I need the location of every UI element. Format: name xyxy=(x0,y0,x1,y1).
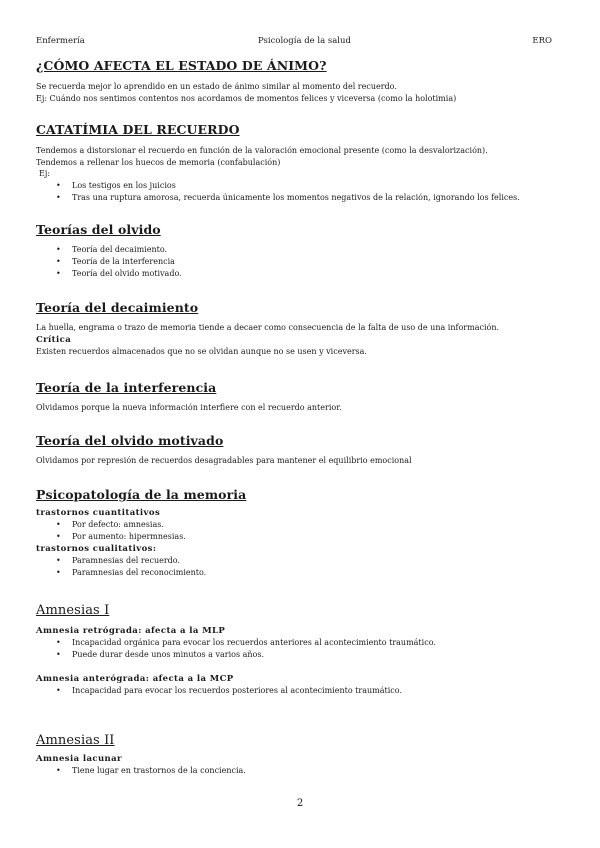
section-title: Amnesias I xyxy=(36,603,110,618)
paragraph: Olvidamos porque la nueva información interfiere con el recuerdo anterior. xyxy=(36,403,342,412)
paragraph: Tendemos a rellenar los huecos de memoria (confabulación) xyxy=(36,157,281,167)
list-item: • Por defecto: amnesias. xyxy=(36,519,564,531)
list-item: • Los testigos en los juicios xyxy=(36,180,564,192)
section-title: Teoría del olvido motivado xyxy=(36,433,224,448)
section-title: Teoría de la interferencia xyxy=(36,380,217,395)
bullet-list xyxy=(36,765,564,777)
subheading: trastornos cuantitativos xyxy=(36,508,161,518)
section-title: Teorías del olvido xyxy=(36,222,161,237)
subheading: Amnesia retrógrada: afecta a la MLP xyxy=(36,626,226,636)
section-title: ¿CÓMO AFECTA EL ESTADO DE ÁNIMO? xyxy=(36,58,327,73)
page-header xyxy=(36,36,552,48)
list-item: • Puede durar desde unos minutos a varios años. xyxy=(36,649,564,661)
section-estado-animo xyxy=(36,58,564,104)
section-catatimia xyxy=(36,122,564,204)
list-item: • Tiene lugar en trastornos de la conciencia. xyxy=(36,765,564,777)
list-item: • Por aumento: hipermnesias. xyxy=(36,531,564,543)
section-title: Teoría del decaimiento xyxy=(36,300,199,315)
paragraph: Se recuerda mejor lo aprendido en un estado de ánimo similar al momento del recuerdo. xyxy=(36,82,397,91)
list-item: • Teoría del decaimiento. xyxy=(36,244,564,256)
bullet-list xyxy=(36,685,564,697)
list-item: • Incapacidad para evocar los recuerdos posteriores al acontecimiento traumático. xyxy=(36,685,564,697)
header-course: Psicología de la salud xyxy=(258,36,351,46)
section-title: Amnesias II xyxy=(36,733,115,748)
paragraph: Ej: Cuándo nos sentimos contentos nos acordamos de momentos felices y viceversa (como la holotimia) xyxy=(36,93,457,103)
section-olvido-motivado xyxy=(36,433,564,467)
list-item: • Incapacidad orgánica para evocar los recuerdos anteriores al acontecimiento traumático. xyxy=(36,637,564,649)
section-title: CATATÍMIA DEL RECUERDO xyxy=(36,122,240,137)
page-number: 2 xyxy=(296,798,304,809)
section-interferencia xyxy=(36,380,564,414)
subheading: Crítica xyxy=(36,334,72,345)
bullet-list xyxy=(36,519,564,543)
list-item: • Teoría del olvido motivado. xyxy=(36,268,564,280)
list-item: • Teoría de la interferencia xyxy=(36,256,564,268)
header-author: ERO xyxy=(532,36,552,46)
subheading: Amnesia anterógrada: afecta a la MCP xyxy=(36,674,234,684)
section-psicopatologia xyxy=(36,487,564,579)
paragraph: Existen recuerdos almacenados que no se olvidan aunque no se usen y viceversa. xyxy=(36,346,367,356)
section-amnesias-2 xyxy=(36,733,564,777)
list-item: • Tras una ruptura amorosa, recuerda únicamente los momentos negativos de la relación, ignorando los felices. xyxy=(36,192,564,204)
paragraph: Olvidamos por represión de recuerdos desagradables para mantener el equilibrio emocional xyxy=(36,456,412,465)
bullet-list xyxy=(36,180,564,204)
paragraph: Ej: xyxy=(39,169,51,178)
bullet-list xyxy=(36,244,564,280)
section-title: Psicopatología de la memoria xyxy=(36,487,247,502)
paragraph: La huella, engrama o trazo de memoria tiende a decaer como consecuencia de la falta de uso de una información. xyxy=(36,323,500,332)
subheading: trastornos cualitativos: xyxy=(36,544,157,554)
subheading: Amnesia lacunar xyxy=(36,754,122,764)
list-item: • Paramnesias del reconocimiento. xyxy=(36,567,564,579)
paragraph: Tendemos a distorsionar el recuerdo en función de la valoración emocional presente (como la desvalorización). xyxy=(36,146,488,155)
bullet-list xyxy=(36,637,564,661)
section-amnesias-1 xyxy=(36,603,564,697)
list-item: • Paramnesias del recuerdo. xyxy=(36,555,564,567)
bullet-list xyxy=(36,555,564,579)
header-subject: Enfermería xyxy=(36,36,85,46)
section-decaimiento xyxy=(36,300,564,357)
section-teorias-olvido xyxy=(36,222,564,280)
